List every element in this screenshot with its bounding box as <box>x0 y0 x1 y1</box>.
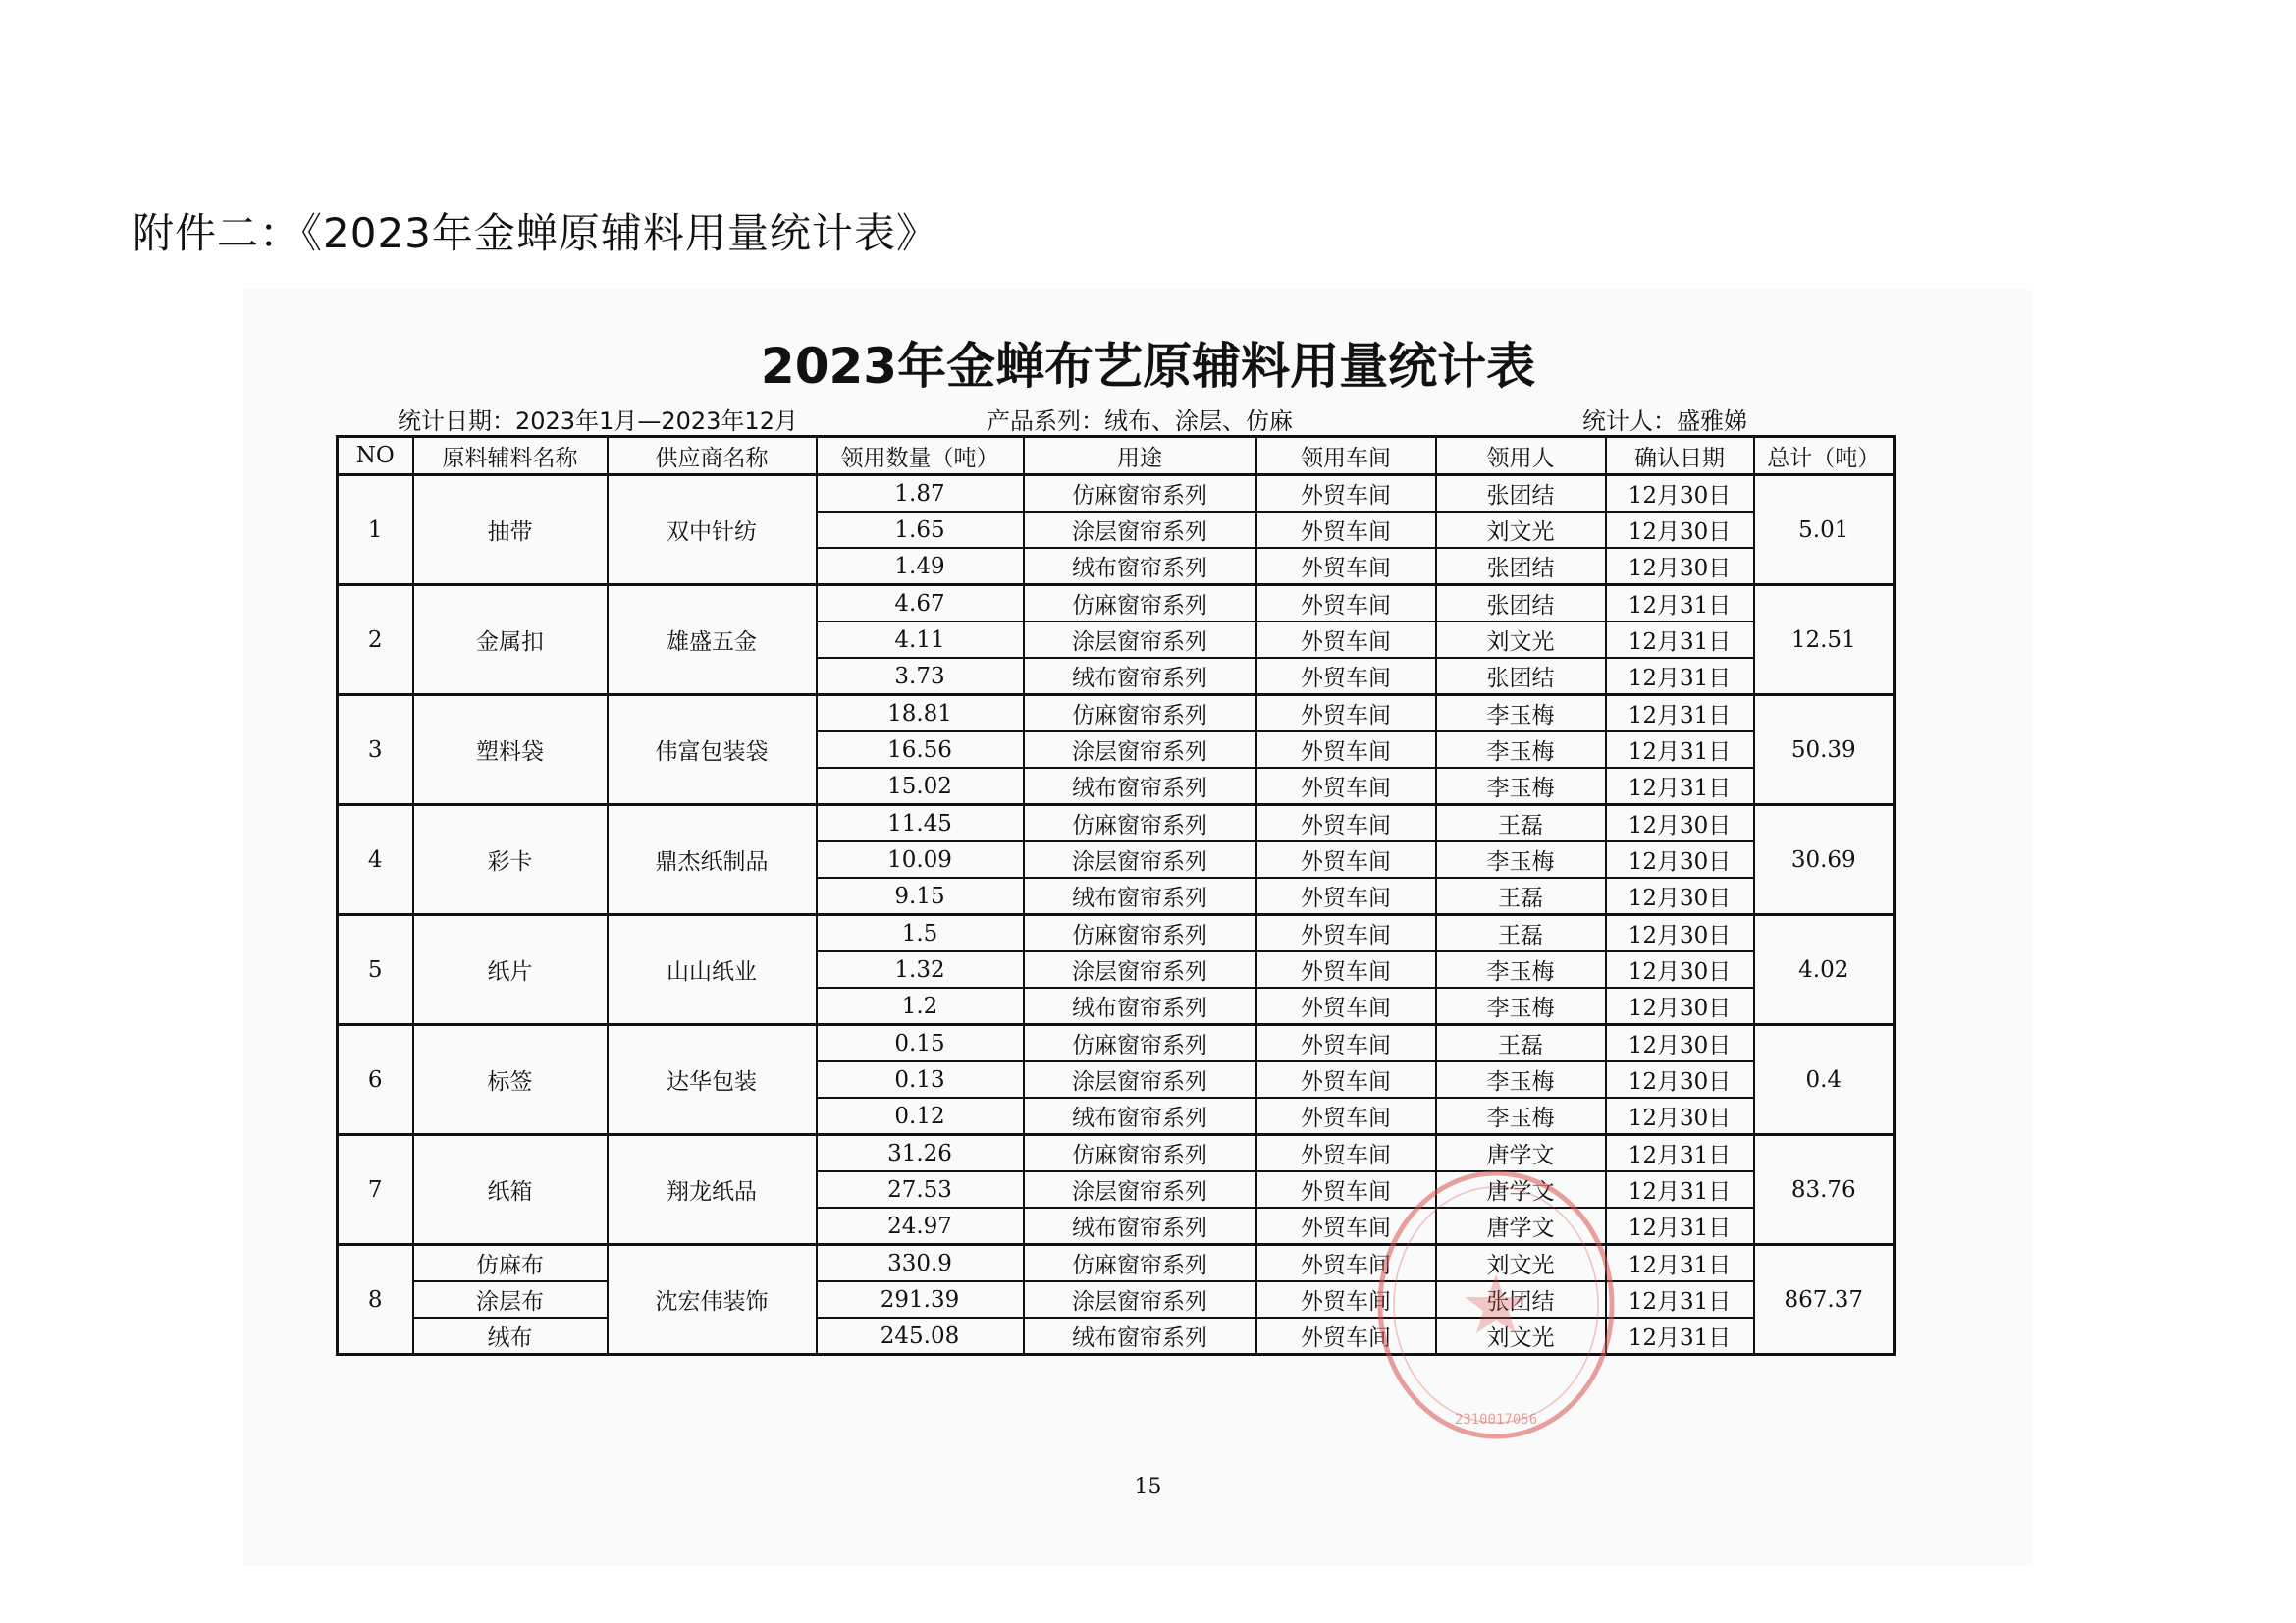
col-header-material: 原料辅料名称 <box>413 437 608 475</box>
cell-date: 12月31日 <box>1606 1208 1754 1245</box>
cell-supplier: 双中针纺 <box>608 475 817 585</box>
cell-date: 12月30日 <box>1606 512 1754 548</box>
cell-workshop: 外贸车间 <box>1256 951 1436 988</box>
cell-supplier: 达华包装 <box>608 1025 817 1135</box>
cell-use: 绒布窗帘系列 <box>1024 768 1256 805</box>
cell-date: 12月31日 <box>1606 1135 1754 1172</box>
cell-use: 仿麻窗帘系列 <box>1024 1135 1256 1172</box>
cell-person: 李玉梅 <box>1436 695 1606 732</box>
cell-date: 12月31日 <box>1606 1171 1754 1208</box>
cell-date: 12月31日 <box>1606 585 1754 622</box>
cell-no: 8 <box>338 1245 413 1355</box>
cell-workshop: 外贸车间 <box>1256 585 1436 622</box>
cell-date: 12月30日 <box>1606 475 1754 513</box>
cell-quantity: 1.65 <box>817 512 1024 548</box>
cell-quantity: 27.53 <box>817 1171 1024 1208</box>
cell-person: 刘文光 <box>1436 1318 1606 1355</box>
cell-material: 仿麻布 <box>413 1245 608 1282</box>
cell-quantity: 330.9 <box>817 1245 1024 1282</box>
cell-workshop: 外贸车间 <box>1256 658 1436 695</box>
table-title: 2023年金蝉布艺原辅料用量统计表 <box>760 338 1536 395</box>
cell-person: 张团结 <box>1436 585 1606 622</box>
cell-workshop: 外贸车间 <box>1256 731 1436 768</box>
cell-use: 涂层窗帘系列 <box>1024 1061 1256 1098</box>
cell-use: 涂层窗帘系列 <box>1024 841 1256 878</box>
stat-date-range: 统计日期：2023年1月—2023年12月 <box>398 407 798 435</box>
cell-use: 涂层窗帘系列 <box>1024 951 1256 988</box>
table-row <box>338 1025 1895 1062</box>
table-header-row <box>338 437 1895 475</box>
table-row <box>338 1281 1895 1318</box>
cell-person: 李玉梅 <box>1436 768 1606 805</box>
cell-material: 塑料袋 <box>413 695 608 805</box>
cell-date: 12月31日 <box>1606 622 1754 658</box>
cell-supplier: 伟富包装袋 <box>608 695 817 805</box>
cell-quantity: 0.13 <box>817 1061 1024 1098</box>
cell-no: 4 <box>338 805 413 915</box>
cell-use: 绒布窗帘系列 <box>1024 1208 1256 1245</box>
cell-quantity: 1.32 <box>817 951 1024 988</box>
cell-date: 12月30日 <box>1606 1098 1754 1135</box>
cell-person: 李玉梅 <box>1436 841 1606 878</box>
col-header-date: 确认日期 <box>1606 437 1754 475</box>
col-header-supplier: 供应商名称 <box>608 437 817 475</box>
cell-workshop: 外贸车间 <box>1256 1025 1436 1062</box>
cell-workshop: 外贸车间 <box>1256 1281 1436 1318</box>
cell-supplier: 雄盛五金 <box>608 585 817 695</box>
cell-total: 30.69 <box>1754 805 1895 915</box>
cell-date: 12月31日 <box>1606 1281 1754 1318</box>
cell-total: 867.37 <box>1754 1245 1895 1355</box>
cell-no: 7 <box>338 1135 413 1245</box>
cell-quantity: 11.45 <box>817 805 1024 842</box>
cell-quantity: 1.5 <box>817 915 1024 952</box>
cell-material: 抽带 <box>413 475 608 585</box>
cell-use: 绒布窗帘系列 <box>1024 548 1256 585</box>
col-header-use: 用途 <box>1024 437 1256 475</box>
cell-date: 12月30日 <box>1606 548 1754 585</box>
cell-use: 涂层窗帘系列 <box>1024 512 1256 548</box>
cell-quantity: 291.39 <box>817 1281 1024 1318</box>
cell-total: 4.02 <box>1754 915 1895 1025</box>
cell-material: 金属扣 <box>413 585 608 695</box>
cell-total: 0.4 <box>1754 1025 1895 1135</box>
col-header-workshop: 领用车间 <box>1256 437 1436 475</box>
cell-quantity: 4.67 <box>817 585 1024 622</box>
cell-quantity: 1.87 <box>817 475 1024 513</box>
cell-date: 12月30日 <box>1606 841 1754 878</box>
cell-quantity: 0.15 <box>817 1025 1024 1062</box>
cell-workshop: 外贸车间 <box>1256 512 1436 548</box>
cell-use: 绒布窗帘系列 <box>1024 878 1256 915</box>
col-header-no: NO <box>338 437 413 475</box>
cell-person: 王磊 <box>1436 805 1606 842</box>
cell-total: 83.76 <box>1754 1135 1895 1245</box>
cell-quantity: 15.02 <box>817 768 1024 805</box>
cell-no: 6 <box>338 1025 413 1135</box>
cell-workshop: 外贸车间 <box>1256 841 1436 878</box>
cell-date: 12月30日 <box>1606 878 1754 915</box>
cell-total: 12.51 <box>1754 585 1895 695</box>
cell-quantity: 16.56 <box>817 731 1024 768</box>
cell-use: 仿麻窗帘系列 <box>1024 475 1256 513</box>
cell-workshop: 外贸车间 <box>1256 805 1436 842</box>
cell-date: 12月31日 <box>1606 731 1754 768</box>
cell-person: 李玉梅 <box>1436 951 1606 988</box>
cell-no: 2 <box>338 585 413 695</box>
cell-person: 刘文光 <box>1436 512 1606 548</box>
cell-supplier: 鼎杰纸制品 <box>608 805 817 915</box>
cell-use: 仿麻窗帘系列 <box>1024 915 1256 952</box>
cell-workshop: 外贸车间 <box>1256 1318 1436 1355</box>
cell-use: 绒布窗帘系列 <box>1024 988 1256 1025</box>
cell-person: 王磊 <box>1436 1025 1606 1062</box>
cell-workshop: 外贸车间 <box>1256 915 1436 952</box>
cell-date: 12月30日 <box>1606 1061 1754 1098</box>
cell-use: 仿麻窗帘系列 <box>1024 585 1256 622</box>
cell-workshop: 外贸车间 <box>1256 622 1436 658</box>
cell-date: 12月31日 <box>1606 1245 1754 1282</box>
cell-use: 仿麻窗帘系列 <box>1024 805 1256 842</box>
table-row <box>338 805 1895 842</box>
col-header-total: 总计（吨） <box>1754 437 1895 475</box>
cell-quantity: 18.81 <box>817 695 1024 732</box>
table-row <box>338 1245 1895 1282</box>
cell-workshop: 外贸车间 <box>1256 1061 1436 1098</box>
cell-workshop: 外贸车间 <box>1256 1135 1436 1172</box>
col-header-quantity: 领用数量（吨） <box>817 437 1024 475</box>
cell-supplier: 山山纸业 <box>608 915 817 1025</box>
cell-quantity: 0.12 <box>817 1098 1024 1135</box>
cell-use: 绒布窗帘系列 <box>1024 658 1256 695</box>
cell-use: 涂层窗帘系列 <box>1024 1171 1256 1208</box>
cell-workshop: 外贸车间 <box>1256 548 1436 585</box>
cell-person: 李玉梅 <box>1436 1098 1606 1135</box>
cell-date: 12月30日 <box>1606 915 1754 952</box>
cell-workshop: 外贸车间 <box>1256 878 1436 915</box>
table-row <box>338 475 1895 513</box>
cell-person: 李玉梅 <box>1436 988 1606 1025</box>
cell-use: 涂层窗帘系列 <box>1024 1281 1256 1318</box>
cell-person: 唐学文 <box>1436 1135 1606 1172</box>
cell-person: 张团结 <box>1436 548 1606 585</box>
cell-person: 王磊 <box>1436 878 1606 915</box>
cell-quantity: 9.15 <box>817 878 1024 915</box>
cell-quantity: 1.2 <box>817 988 1024 1025</box>
cell-date: 12月30日 <box>1606 1025 1754 1062</box>
table-row <box>338 1135 1895 1172</box>
cell-quantity: 10.09 <box>817 841 1024 878</box>
cell-person: 王磊 <box>1436 915 1606 952</box>
cell-date: 12月31日 <box>1606 768 1754 805</box>
cell-workshop: 外贸车间 <box>1256 1245 1436 1282</box>
cell-workshop: 外贸车间 <box>1256 1098 1436 1135</box>
cell-use: 仿麻窗帘系列 <box>1024 1025 1256 1062</box>
cell-material: 彩卡 <box>413 805 608 915</box>
attachment-heading: 附件二：《2023年金蝉原辅料用量统计表》 <box>133 209 938 257</box>
col-header-person: 领用人 <box>1436 437 1606 475</box>
svg-text:2310017056: 2310017056 <box>1454 1412 1538 1428</box>
cell-no: 5 <box>338 915 413 1025</box>
cell-date: 12月30日 <box>1606 805 1754 842</box>
table-row <box>338 585 1895 622</box>
cell-use: 绒布窗帘系列 <box>1024 1318 1256 1355</box>
table-row <box>338 915 1895 952</box>
cell-material: 纸片 <box>413 915 608 1025</box>
cell-workshop: 外贸车间 <box>1256 475 1436 513</box>
cell-person: 唐学文 <box>1436 1208 1606 1245</box>
cell-workshop: 外贸车间 <box>1256 695 1436 732</box>
cell-person: 刘文光 <box>1436 622 1606 658</box>
cell-workshop: 外贸车间 <box>1256 1171 1436 1208</box>
cell-no: 3 <box>338 695 413 805</box>
usage-table-container <box>336 435 1896 1356</box>
product-series: 产品系列：绒布、涂层、仿麻 <box>987 407 1293 435</box>
cell-person: 张团结 <box>1436 475 1606 513</box>
cell-person: 张团结 <box>1436 658 1606 695</box>
cell-total: 5.01 <box>1754 475 1895 585</box>
cell-supplier: 沈宏伟装饰 <box>608 1245 817 1355</box>
cell-quantity: 31.26 <box>817 1135 1024 1172</box>
cell-person: 唐学文 <box>1436 1171 1606 1208</box>
cell-use: 绒布窗帘系列 <box>1024 1098 1256 1135</box>
cell-date: 12月31日 <box>1606 1318 1754 1355</box>
cell-person: 李玉梅 <box>1436 731 1606 768</box>
cell-material: 标签 <box>413 1025 608 1135</box>
table-row <box>338 1318 1895 1355</box>
statistician: 统计人：盛雅娣 <box>1582 407 1747 435</box>
cell-person: 张团结 <box>1436 1281 1606 1318</box>
usage-table <box>336 435 1896 1356</box>
cell-no: 1 <box>338 475 413 585</box>
cell-quantity: 1.49 <box>817 548 1024 585</box>
cell-quantity: 245.08 <box>817 1318 1024 1355</box>
cell-date: 12月30日 <box>1606 988 1754 1025</box>
table-body <box>338 475 1895 1355</box>
cell-date: 12月31日 <box>1606 695 1754 732</box>
page-number: 15 <box>1134 1475 1162 1499</box>
cell-material: 绒布 <box>413 1318 608 1355</box>
cell-person: 李玉梅 <box>1436 1061 1606 1098</box>
cell-workshop: 外贸车间 <box>1256 768 1436 805</box>
cell-total: 50.39 <box>1754 695 1895 805</box>
cell-use: 仿麻窗帘系列 <box>1024 1245 1256 1282</box>
cell-quantity: 3.73 <box>817 658 1024 695</box>
cell-quantity: 4.11 <box>817 622 1024 658</box>
cell-date: 12月31日 <box>1606 658 1754 695</box>
cell-date: 12月30日 <box>1606 951 1754 988</box>
cell-material: 纸箱 <box>413 1135 608 1245</box>
cell-workshop: 外贸车间 <box>1256 1208 1436 1245</box>
cell-person: 刘文光 <box>1436 1245 1606 1282</box>
cell-material: 涂层布 <box>413 1281 608 1318</box>
cell-quantity: 24.97 <box>817 1208 1024 1245</box>
table-row <box>338 695 1895 732</box>
cell-supplier: 翔龙纸品 <box>608 1135 817 1245</box>
cell-workshop: 外贸车间 <box>1256 988 1436 1025</box>
cell-use: 仿麻窗帘系列 <box>1024 695 1256 732</box>
cell-use: 涂层窗帘系列 <box>1024 622 1256 658</box>
cell-use: 涂层窗帘系列 <box>1024 731 1256 768</box>
